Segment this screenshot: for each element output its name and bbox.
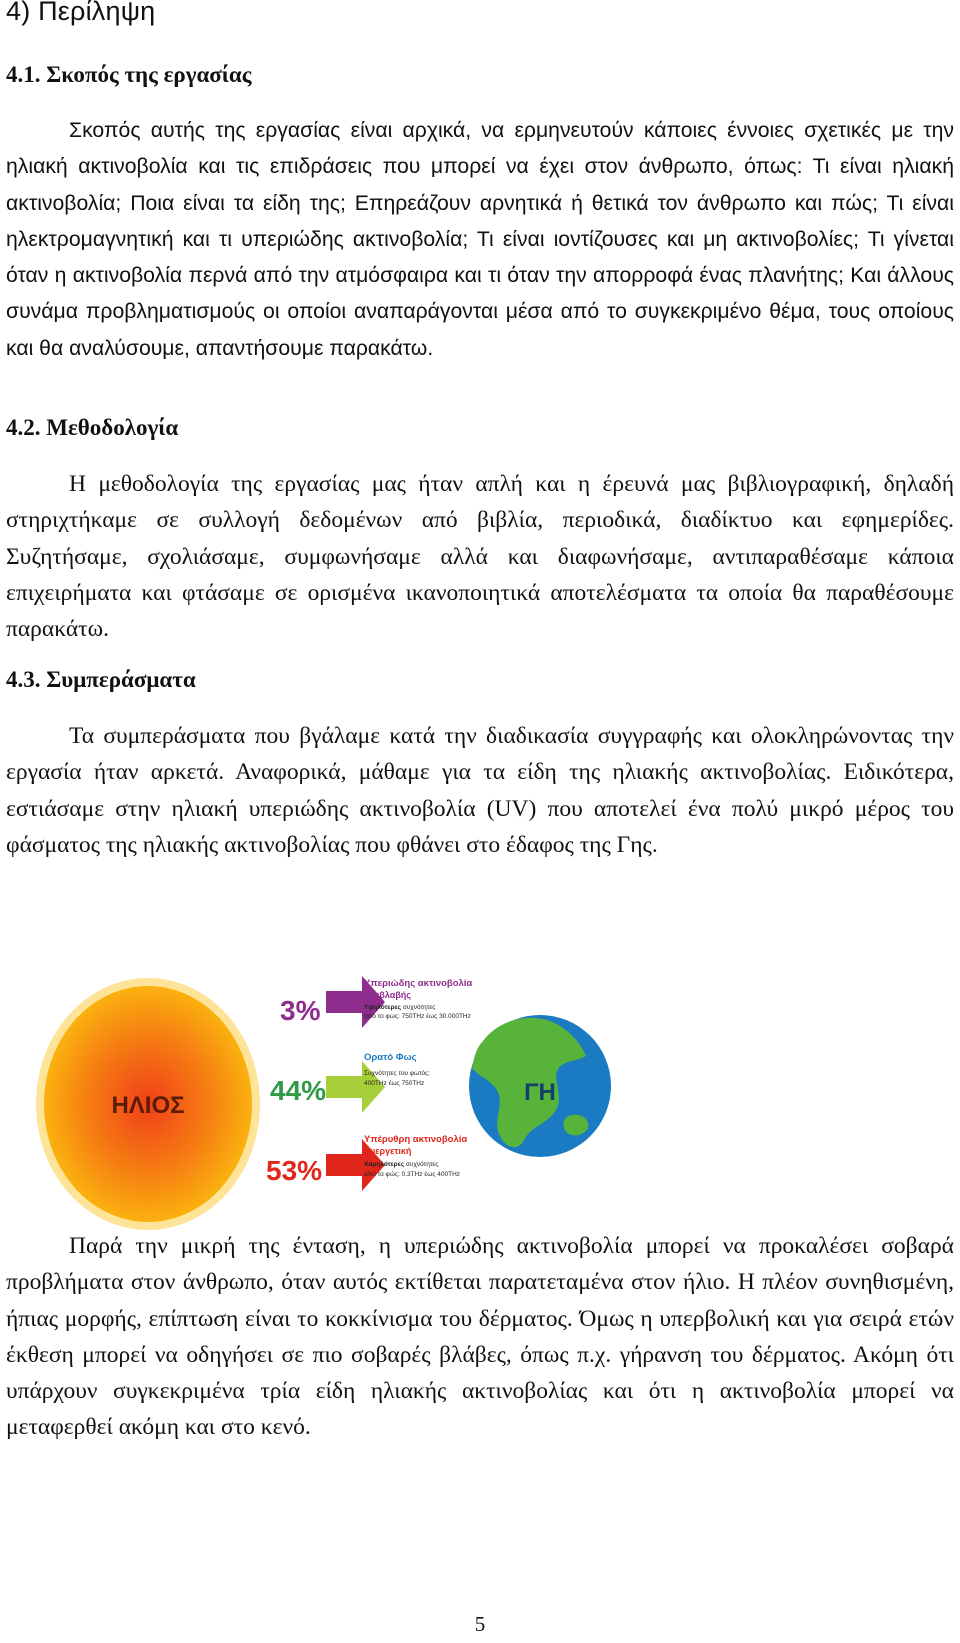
band-visible	[270, 1052, 430, 1113]
band-range-uv: από το φως: 750THz έως 30.000THz	[364, 1013, 471, 1020]
percent-visible: 44%	[270, 1075, 327, 1106]
band-infrared	[266, 1134, 467, 1191]
band-name-infrared: Υπέρυθρη ακτινοβολία	[364, 1134, 468, 1145]
band-freq-infrared: Χαμηλότερες συχνότητες	[364, 1161, 439, 1168]
band-range-infrared: από το φώς: 0.3THz έως 400THz	[364, 1171, 461, 1178]
earth-graphic	[469, 1015, 611, 1157]
percent-infrared: 53%	[266, 1155, 323, 1186]
band-name-visible: Ορατό Φως	[364, 1052, 417, 1063]
section-text-conclusions: Τα συμπεράσματα που βγάλαμε κατά την διαδικασία συγγραφής και ολοκληρώνοντας την εργασία ήταν αρκετά. Αναφορικά, μάθαμε για τα είδη της ηλιακής ακτινοβολίας. Ειδικότερα, εστιάσαμε στην ηλιακή υπεριώδης ακτινοβολία (UV) που αποτελεί ένα πολύ μικρό μέρος του φάσματος της ηλιακής ακτινοβολίας που φθάνει στο έδαφος της Γης.	[6, 723, 954, 858]
arrow-visible	[326, 1061, 385, 1113]
band-freq-uv: Υψηλότερες συχνότητες	[364, 1004, 436, 1011]
earth-label: ΓΗ	[524, 1079, 556, 1106]
section-title-methodology: 4.2. Μεθοδολογία	[6, 415, 179, 440]
closing-paragraph: Παρά την μικρή της ένταση, η υπεριώδης ακτινοβολία μπορεί να προκαλέσει σοβαρά προβλήματα στον άνθρωπο, όταν αυτός εκτίθεται παρατεταμένα στον ήλιο. Η πλέον συνηθισμένη, ήπιας μορφής, επίπτωση είναι το κοκκίνισμα του δέρματος. Όμως η υπερβολική και για σειρά ετών έκθεση μπορεί να οδηγήσει σε πιο σοβαρές βλάβες, όπως π.χ. γήρανση του δέρματος. Ακόμη ότι υπάρχουν συγκεκριμένα τρία είδη ηλιακής ακτινοβολίας και ότι η ακτινοβολία μπορεί να μεταφερθεί ακόμη και στο κενό.	[6, 1233, 954, 1441]
solar-radiation-figure	[111, 976, 640, 1238]
section-title-conclusions: 4.3. Συμπεράσματα	[6, 667, 196, 692]
band-effect-infrared: Ευεργετική	[364, 1146, 412, 1156]
section-title-purpose: 4.1. Σκοπός της εργασίας	[6, 62, 252, 87]
page-number: 5	[474, 1612, 486, 1636]
band-name-uv: Υπεριώδης ακτινοβολία	[364, 978, 473, 989]
band-range-visible: 400THz έως 750THz	[364, 1080, 425, 1087]
percent-uv: 3%	[280, 995, 321, 1026]
section-text-purpose: Σκοπός αυτής της εργασίας είναι αρχικά, να ερμηνευτούν κάποιες έννοιες σχετικές με την ηλιακή ακτινοβολία και τις επιδράσεις που μπορεί να έχει στον άνθρωπο, όπως: Τι είναι ηλιακή ακτινοβολία; Ποια είναι τα είδη της; Επηρεάζουν αρνητικά ή θετικά τον άνθρωπο και πώς; Τι είναι ηλεκτρομαγνητική και τι υπεριώδης ακτινοβολία; Τι είναι ιοντίζουσες και μη ακτινοβολίες; Τι γίνεται όταν η ακτινοβολία περνά από την ατμόσφαιρα και τι όταν την απορροφά ένας πλανήτης; Και άλλους συνάμα προβληματισμούς οι οποίοι αναπαράγονται μέσα από το συγκεκριμένο θέμα, τους οποίους και θα αναλύσουμε, απαντήσουμε παρακάτω.	[6, 119, 954, 360]
sun-graphic	[36, 978, 260, 1230]
sun-label: ΗΛΙΟΣ	[111, 1092, 185, 1119]
section-text-methodology: Η μεθοδολογία της εργασίας μας ήταν απλή και η έρευνά μας βιβλιογραφική, δηλαδή στηριχτήκαμε σε συλλογή δεδομένων από βιβλία, περιοδικά, διαδίκτυο και εφημερίδες. Συζητήσαμε, σχολιάσαμε, συμφωνήσαμε αλλά και διαφωνήσαμε, αντιπαραθέσαμε κάποια επιχειρήματα και φτάσαμε σε ορισμένα ικανοποιητικά αποτελέσματα τα οποία θα παραθέσουμε παρακάτω.	[6, 471, 954, 643]
band-effect-uv: Επιβλαβής	[364, 990, 411, 1000]
band-freq-visible: Συχνότητες του φωτός:	[364, 1070, 431, 1077]
band-uv	[280, 976, 472, 1028]
chapter-heading: 4) Περίληψη	[6, 0, 156, 26]
